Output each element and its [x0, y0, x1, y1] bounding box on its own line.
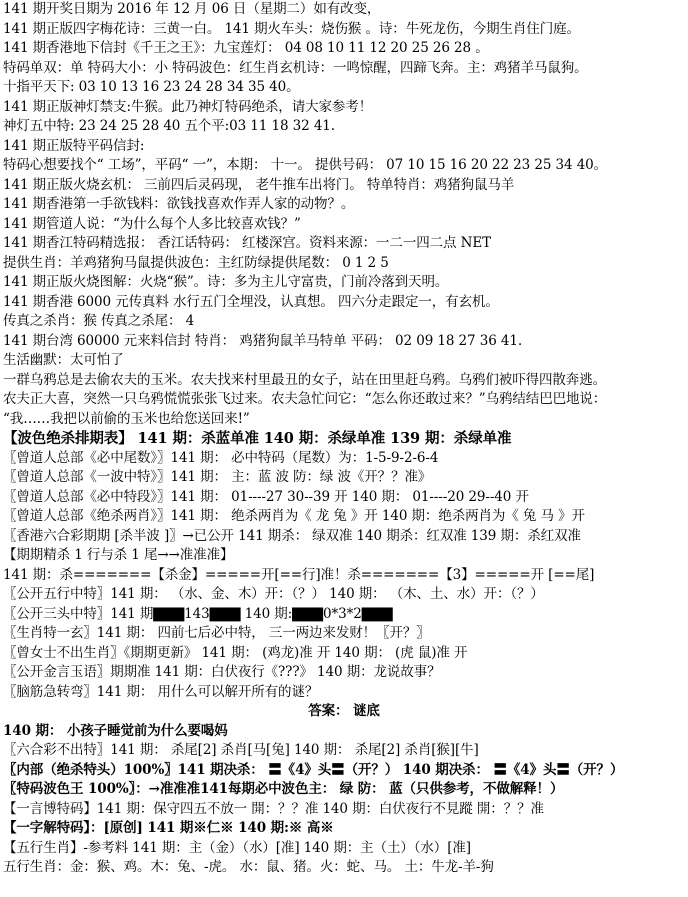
- text-line: 【一言博特码】141 期：保守四五不放一 開：？？准 140 期：白伏夜行不見蹤 開：？？准: [3, 800, 544, 817]
- text-line: 141 期开奖日期为 2016 年 12 月 06 日（星期二）如有改变，: [3, 1, 381, 17]
- text-line: 特码单双：单 特码大小：小 特码波色：红生肖玄机诗：一鸣惊醒，四蹄飞奔。主：鸡猪羊马鼠狗。: [3, 59, 588, 76]
- section-heading: 【波色绝杀排期表】 141 期：杀蓝单准 140 期：杀绿单准 139 期：杀绿单准: [3, 430, 512, 447]
- text-line: 141 期正版火烧玄机： 三前四后灵码现， 老牛推车出将门。 特单特肖：鸡猪狗鼠马羊: [3, 176, 515, 193]
- text-line: 十指平天下: 03 10 13 16 23 24 28 34 35 40。: [3, 79, 300, 95]
- text-line: 〖特码波色王 100%〗：→准准准141每期必中波色主： 绿 防： 蓝（只供参考，不做解释！）: [3, 781, 564, 797]
- text-line: “我……我把以前偷的玉米也给您送回来!”: [3, 410, 250, 427]
- text-line: 140 期： 小孩子睡觉前为什么要喝妈: [3, 722, 228, 739]
- text-line: 一群乌鸦总是去偷农夫的玉米。农夫找来村里最丑的女子，站在田里赶乌鸦。乌鸦们被吓得四散奔逃。: [3, 371, 606, 388]
- text-line: 〖曾道人总部《必中尾数》〗141 期： 必中特码（尾数）为：1-5-9-2-6-4: [3, 449, 439, 466]
- text-line: 【一字解特码】：[原创] 141 期※仁※ 140 期:※ 高※: [3, 820, 334, 836]
- text-line: 〖六合彩不出特〗141 期： 杀尾[2] 杀肖[马[兔] 140 期： 杀尾[2] 杀肖[猴][牛]: [3, 742, 479, 758]
- text-line: 141 期香港第一手欲钱料：欲钱找喜欢作弄人家的动物？。: [3, 196, 355, 212]
- text-line: 〖曾道人总部《一波中特》〗141 期： 主：蓝 波 防：绿 波《开？？准》: [3, 469, 432, 485]
- text-line: 〖公开金言玉语〗期期准 141 期：白伏夜行《???》 140 期：龙说故事？: [3, 664, 441, 680]
- text-line: 〖脑筋急转弯〗141 期： 用什么可以解开所有的谜？: [3, 683, 319, 700]
- text-line: 【五行生肖】-参考料 141 期：主（金）（水）[准] 140 期：主（土）（水）[准]: [3, 839, 471, 856]
- text-line: 141 期管道人说：“为什么每个人多比较喜欢钱？”: [3, 215, 301, 232]
- text-line: 提供生肖：羊鸡猪狗马鼠提供波色：主红防绿提供尾数： 0 1 2 5: [3, 254, 389, 271]
- text-line: 〖曾道人总部《必中特段》〗141 期： 01----27 30--39 开 140 期： 01----20 29--40 开: [3, 488, 529, 505]
- text-line: 141 期：杀=======【杀金】=====开[==行]准！杀=======【3】=====开 [==尾]: [3, 566, 595, 583]
- text-line: 141 期正版四字梅花诗：三黄一白。 141 期火车头：烧伤猴 。诗：牛死龙伤，今期生肖住门庭。: [3, 20, 580, 37]
- text-line: 141 期香港地下信封《千王之王》：九宝莲灯： 04 08 10 11 12 20 25 26 28 。: [3, 40, 489, 56]
- text-line: 141 期香港 6000 元传真料 水行五门全埋没，认真想。 四六分走跟定一，有玄机。: [3, 293, 499, 310]
- text-line: 〖内部（绝杀特头）100%〗141 期决杀： 〓《4》头〓（开？） 140 期决杀： 〓《4》头〓（开？）: [3, 761, 624, 778]
- text-line: 生活幽默：太可怕了: [3, 352, 124, 368]
- text-line: 〖生肖特一玄〗141 期： 四前七后必中特， 三一两边来发财！〖开？〗: [3, 625, 430, 641]
- text-line: 特码心想要找个“ 工场”，平码“ 一”，本期： 十一。 提供号码： 07 10 15 16 20 22 23 25 34 40。: [3, 157, 608, 173]
- text-line: 传真之杀肖：猴 传真之杀尾： 4: [3, 313, 195, 329]
- answer-heading: 答案： 谜底: [308, 703, 380, 719]
- text-line: 神灯五中特: 23 24 25 28 40 五个平:03 11 18 32 41.: [3, 118, 335, 134]
- text-line: 141 期台湾 60000 元来料信封 特肖： 鸡猪狗鼠羊马特单 平码： 02 09 18 27 36 41.: [3, 332, 523, 349]
- text-line: 141 期正版神灯禁支:牛猴。此乃神灯特码绝杀，请大家参考！: [3, 98, 373, 115]
- text-line: 农夫正大喜，突然一只乌鸦慌慌张张飞过来。农夫急忙问它：“怎么你还敢过来？”乌鸦结结巴巴地说：: [3, 391, 607, 407]
- text-line: 141 期正版火烧图解：火烧“猴”。诗：多为主儿守富贵，门前冷落到天明。: [3, 274, 449, 290]
- text-line: 〖公开五行中特〗141 期： （水、金、木）开：（？） 140 期： （木、土、水）开：（？）: [3, 586, 544, 602]
- text-line: 〖公开三头中特〗141 期▇▇▇143▇▇▇ 140 期:▇▇▇0*3*2▇▇▇: [3, 605, 393, 622]
- text-line: 五行生肖：金：猴、鸡。木：兔、-虎。 水：鼠、猪。火：蛇、马。 土：牛龙-羊-狗: [3, 859, 494, 875]
- text-line: 141 期正版特平码信封:: [3, 137, 145, 154]
- text-line: 〖曾女士不出生肖〗《期期更新》 141 期： (鸡龙)准 开 140 期： (虎 鼠)准 开: [3, 644, 468, 661]
- text-line: 〖香港六合彩期期 [杀半波 ]〗→已公开 141 期杀： 绿双准 140 期杀：红双准 139 期：杀红双准: [3, 527, 581, 544]
- text-line: 〖曾道人总部《绝杀两肖》〗141 期： 绝杀两肖为《 龙 兔 》开 140 期：绝杀两肖为《 兔 马 》开: [3, 508, 585, 524]
- text-line: 【期期精杀 1 行与杀 1 尾→→准准准】: [3, 547, 234, 563]
- text-line: 141 期香江特码精选报： 香江话特码： 红楼深宫。资料来源：一二一四二点 NET: [3, 235, 492, 251]
